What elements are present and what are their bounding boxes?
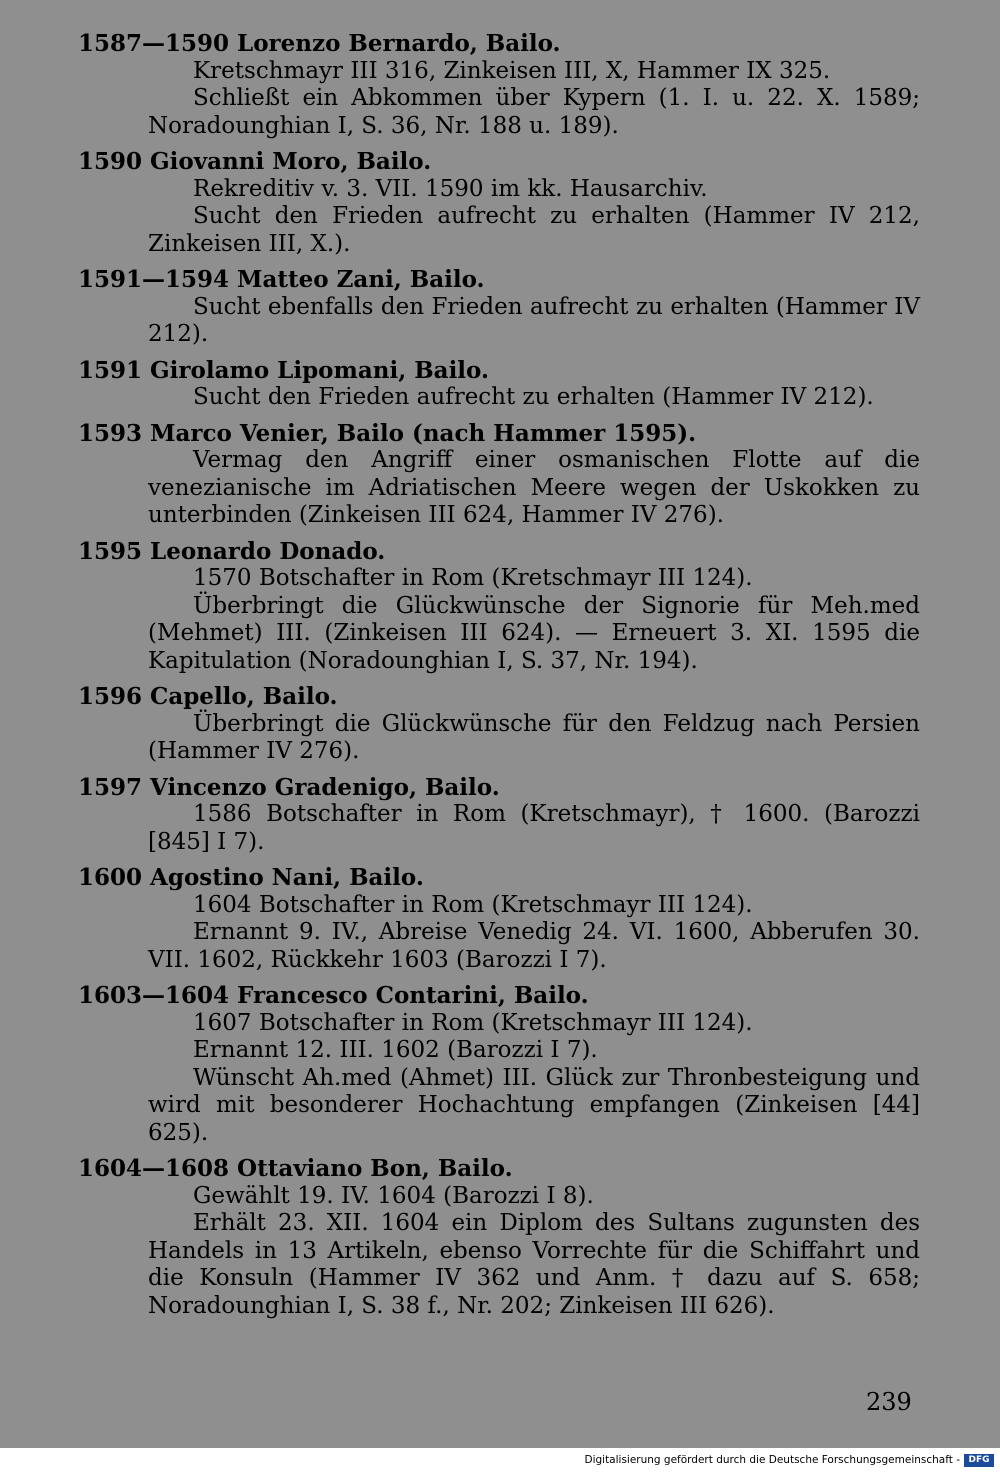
entry-paragraph: Schließt ein Abkommen über Kypern (1. I. u. 22. X. 1589; Noradounghian I, S. 36, Nr. 188 u. 189).	[148, 85, 920, 139]
dfg-logo: DFG	[964, 1454, 994, 1467]
entry	[78, 683, 920, 766]
entry-paragraph: 1604 Botschafter in Rom (Kretschmayr III 124).	[193, 891, 753, 918]
entry-body	[148, 801, 920, 856]
entry-body	[148, 565, 920, 675]
entry-heading: 1596 Capello, Bailo.	[78, 683, 338, 710]
entry-body	[148, 176, 920, 259]
footer-bar	[0, 1448, 1000, 1473]
entry-paragraph: Vermag den Angriff einer osmanischen Flotte auf die venezianische im Adriatischen Meere wegen der Uskokken zu unterbinden (Zinkeisen III 624, Hammer IV 276).	[148, 447, 920, 528]
entry-paragraph: 1607 Botschafter in Rom (Kretschmayr III 124).	[193, 1009, 753, 1036]
entry	[78, 774, 920, 857]
entry-heading: 1597 Vincenzo Gradenigo, Bailo.	[78, 773, 500, 801]
entry-paragraph: Überbringt die Glückwünsche der Signorie für Meh.med (Mehmet) III. (Zinkeisen III 624). — Erneuert 3. XI. 1595 die Kapitulation (Noradounghian I, S. 37, Nr. 194).	[148, 592, 920, 674]
entry-paragraph: Erhält 23. XII. 1604 ein Diplom des Sultans zugunsten des Handels in 13 Artikeln, ebenso Vorrechte für die Schiffahrt und die Konsuln (Hammer IV 362 und Anm. † dazu auf S. 658; Noradounghian I, S. 38 f., Nr. 202; Zinkeisen III 626).	[148, 1210, 920, 1319]
entry	[78, 982, 920, 1147]
entry-list	[78, 30, 920, 1328]
entry-body	[148, 447, 920, 530]
entry	[78, 420, 920, 530]
entry-paragraph: 1586 Botschafter in Rom (Kretschmayr), † 1600. (Barozzi [845] I 7).	[148, 801, 920, 855]
entry-heading: 1587—1590 Lorenzo Bernardo, Bailo.	[78, 30, 561, 57]
entry-paragraph: Kretschmayr III 316, Zinkeisen III, X, Hammer IX 325.	[193, 57, 831, 84]
entry	[78, 357, 920, 412]
entry-paragraph: Rekreditiv v. 3. VII. 1590 im kk. Hausarchiv.	[193, 175, 708, 202]
entry-paragraph: Überbringt die Glückwünsche für den Feldzug nach Persien (Hammer IV 276).	[148, 710, 920, 764]
entry-paragraph: Sucht ebenfalls den Frieden aufrecht zu erhalten (Hammer IV 212).	[148, 293, 920, 347]
entry-heading: 1591 Girolamo Lipomani, Bailo.	[78, 356, 489, 384]
entry-body	[148, 1010, 920, 1148]
page-number: 239	[866, 1388, 912, 1416]
entry-body	[148, 384, 920, 412]
entry	[78, 864, 920, 974]
entry-heading: 1593 Marco Venier, Bailo (nach Hammer 1595).	[78, 419, 697, 447]
entry-paragraph: Sucht den Frieden aufrecht zu erhalten (Hammer IV 212).	[193, 384, 874, 410]
footer-credit: Digitalisierung gefördert durch die Deutsche Forschungsgemeinschaft -	[584, 1454, 960, 1466]
entry-paragraph: Ernannt 9. IV., Abreise Venedig 24. VI. 1600, Abberufen 30. VII. 1602, Rückkehr 1603 (Barozzi I 7).	[148, 919, 920, 973]
entry-paragraph: 1570 Botschafter in Rom (Kretschmayr III 124).	[193, 565, 753, 591]
entry	[78, 266, 920, 349]
entry-heading: 1590 Giovanni Moro, Bailo.	[78, 148, 432, 175]
entry	[78, 1155, 920, 1320]
entry-heading: 1595 Leonardo Donado.	[78, 537, 386, 565]
entry-paragraph: Ernannt 12. III. 1602 (Barozzi I 7).	[193, 1037, 598, 1063]
entry-paragraph: Gewählt 19. IV. 1604 (Barozzi I 8).	[193, 1182, 594, 1209]
entry-heading: 1600 Agostino Nani, Bailo.	[78, 864, 424, 891]
entry	[78, 30, 920, 140]
entry-heading: 1603—1604 Francesco Contarini, Bailo.	[78, 982, 589, 1009]
entry-paragraph: Sucht den Frieden aufrecht zu erhalten (Hammer IV 212, Zinkeisen III, X.).	[148, 203, 920, 257]
entry	[78, 538, 920, 676]
entry-body	[148, 58, 920, 141]
entry-paragraph: Wünscht Ah.med (Ahmet) III. Glück zur Thronbesteigung und wird mit besonderer Hochachtung empfangen (Zinkeisen [44] 625).	[148, 1064, 920, 1146]
entry	[78, 148, 920, 258]
entry-body	[148, 1183, 920, 1321]
entry-body	[148, 892, 920, 975]
entry-heading: 1591—1594 Matteo Zani, Bailo.	[78, 266, 485, 293]
entry-heading: 1604—1608 Ottaviano Bon, Bailo.	[78, 1155, 513, 1182]
entry-body	[148, 294, 920, 349]
entry-body	[148, 711, 920, 766]
